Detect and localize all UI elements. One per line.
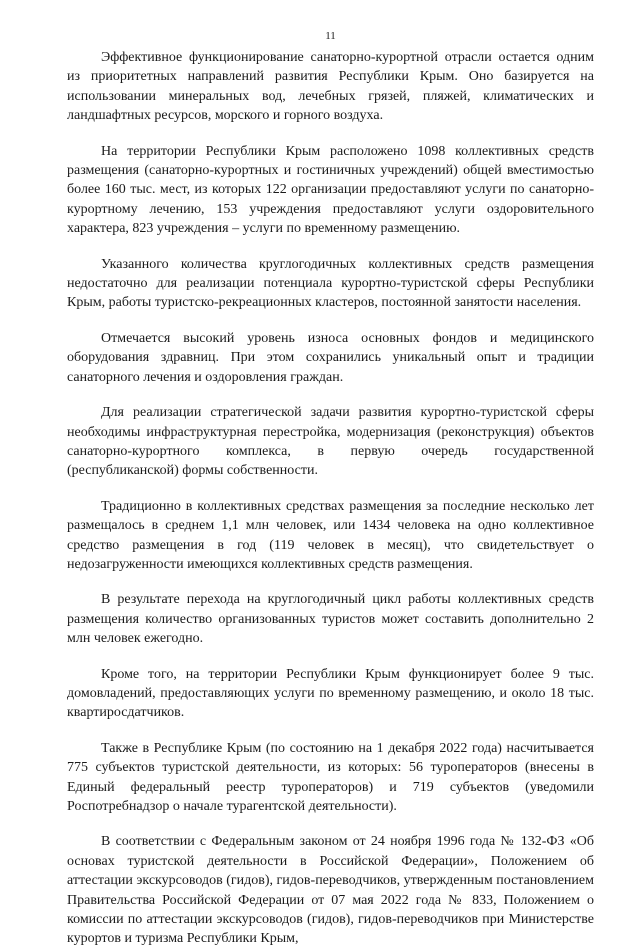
paragraph-1: Эффективное функционирование санаторно-курортной отрасли остается одним из приоритетных направлений развития Республики Крым. Оно базируется на использовании минеральных вод, лечебных грязей, пляжей, климатических и ландшафтных ресурсов, морского и горного воздуха. <box>67 50 594 124</box>
paragraph-4: Отмечается высокий уровень износа основных фондов и медицинского оборудования здравниц. При этом сохранились уникальный опыт и традиции санаторного лечения и оздоровления граждан. <box>67 330 594 385</box>
paragraph-10: В соответствии с Федеральным законом от 24 ноября 1996 года № 132-ФЗ «Об основах туристской деятельности в Российской Федерации», Положением об аттестации экскурсоводов (гидов), гидов-переводчиков, утвержденным постановлением Правительства Российской Федерации от 07 мая 2022 года № 833, Положением о комиссии по аттестации экскурсоводов (гидов), гидов-переводчиков при Министерстве курортов и туризма Республики Крым, <box>67 834 594 947</box>
page-number: 11 <box>325 30 336 42</box>
paragraph-7: В результате перехода на круглогодичный цикл работы коллективных средств размещения количество организованных туристов может составить дополнительно 2 млн человек ежегодно. <box>67 592 594 647</box>
paragraph-2: На территории Республики Крым расположено 1098 коллективных средств размещения (санаторно-курортных и гостиничных учреждений) общей вместимостью более 160 тыс. мест, из которых 122 организации предоставляют услуги по санаторно-курортному лечению, 153 учреждения предоставляют услуги оздоровительного характера, 823 учреждения – услуги по временному размещению. <box>67 143 594 237</box>
paragraph-3: Указанного количества круглогодичных коллективных средств размещения недостаточно для реализации потенциала курортно-туристской сферы Республики Крым, работы туристско-рекреационных кластеров, постоянной занятости населения. <box>67 256 594 311</box>
paragraph-8: Кроме того, на территории Республики Крым функционирует более 9 тыс. домовладений, предоставляющих услуги по временному размещению, и около 18 тыс. квартиросдатчиков. <box>67 666 594 721</box>
paragraph-5: Для реализации стратегической задачи развития курортно-туристской сферы необходимы инфраструктурная перестройка, модернизация (реконструкция) объектов санаторно-курортного комплекса, в первую очередь государственной (республиканской) формы собственности. <box>67 405 594 479</box>
paragraph-9: Также в Республике Крым (по состоянию на 1 декабря 2022 года) насчитывается 775 субъектов туристской деятельности, из которых: 56 туроператоров (внесены в Единый федеральный реестр туроператоров) и 719 субъектов (уведомили Роспотребнадзор о начале турагентской деятельности). <box>67 740 594 814</box>
paragraph-6: Традиционно в коллективных средствах размещения за последние несколько лет размещалось в среднем 1,1 млн человек, или 1434 человека на одно коллективное средство размещения в год (119 человек в месяц), что свидетельствует о недозагруженности имеющихся коллективных средств размещения. <box>67 498 594 572</box>
